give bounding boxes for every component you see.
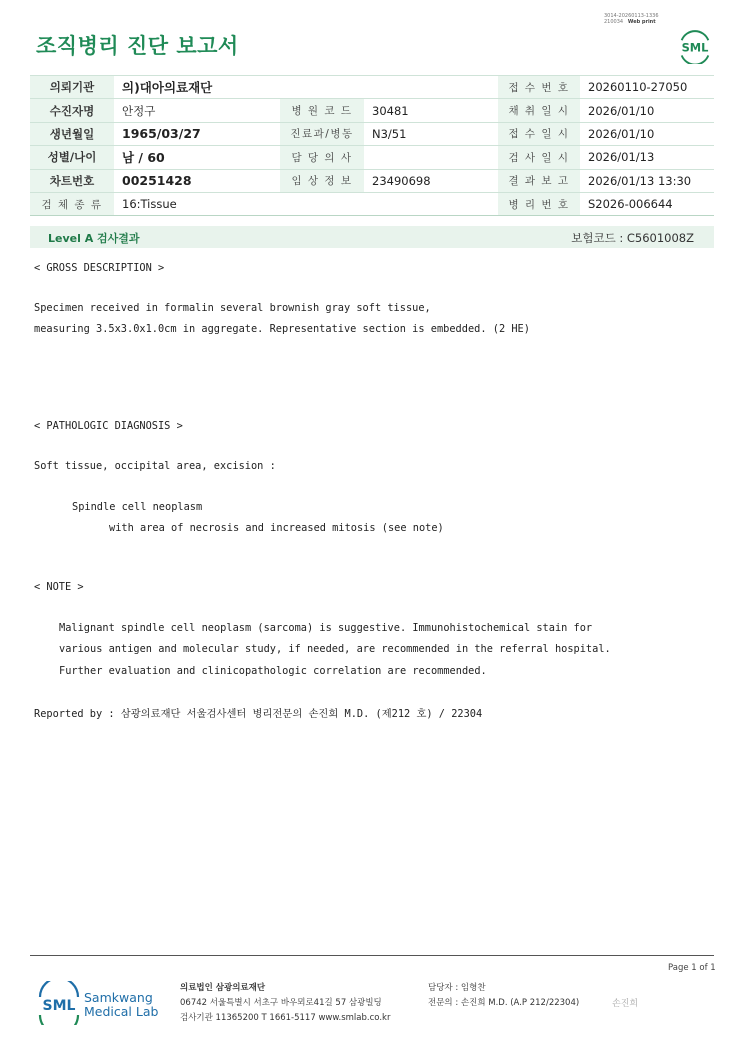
info-value: 00251428 — [114, 169, 280, 192]
insurance-code: 보험코드 : C5601008Z — [571, 231, 694, 245]
info-value: 30481 — [364, 99, 498, 122]
footer-divider — [30, 955, 714, 956]
info-label: 수진자명 — [30, 99, 114, 122]
note-heading: < NOTE > — [34, 581, 84, 593]
diagnosis-sub: with area of necrosis and increased mitosis (see note) — [109, 522, 444, 534]
info-value: 2026/01/10 — [580, 99, 714, 122]
info-row — [30, 192, 714, 215]
print-id: 3014-20260113-1336 — [604, 13, 659, 19]
info-label: 진료과/병동 — [280, 122, 364, 145]
info-row — [30, 122, 714, 145]
print-label: Web print — [627, 19, 656, 25]
info-value — [364, 146, 498, 169]
info-label: 검 체 종 류 — [30, 192, 114, 215]
info-value: 안정구 — [114, 99, 280, 122]
footer-logo-text: SML — [42, 998, 76, 1014]
info-value: 2026/01/13 — [580, 146, 714, 169]
report-title: 조직병리 진단 보고서 — [36, 34, 239, 58]
note-line-3: Further evaluation and clinicopathologic correlation are recommended. — [59, 665, 487, 677]
print-code: 210034 — [604, 19, 624, 25]
info-value: 20260110-27050 — [580, 76, 714, 99]
print-meta — [604, 13, 659, 25]
info-row — [30, 169, 714, 192]
footer-consultant: 전문의 : 손진희 M.D. (A.P 212/22304) — [428, 998, 580, 1008]
info-value: S2026-006644 — [580, 192, 714, 215]
diagnosis-heading: < PATHOLOGIC DIAGNOSIS > — [34, 420, 183, 432]
info-label: 접 수 번 호 — [498, 76, 580, 99]
reported-by: Reported by : 삼광의료재단 서울검사센터 병리전문의 손진희 M.D. (제212 호) / 22304 — [34, 708, 483, 720]
note-line-2: various antigen and molecular study, if needed, are recommended in the referral hospital. — [59, 643, 611, 655]
info-label: 결 과 보 고 — [498, 169, 580, 192]
info-row — [30, 146, 714, 169]
patient-info-table — [30, 75, 714, 216]
info-row — [30, 76, 714, 99]
info-label: 차트번호 — [30, 169, 114, 192]
note-line-1: Malignant spindle cell neoplasm (sarcoma) is suggestive. Immunohistochemical stain for — [59, 622, 593, 634]
footer-registration: 검사기관 11365200 T 1661-5117 www.smlab.co.kr — [180, 1013, 391, 1023]
info-label: 성별/나이 — [30, 146, 114, 169]
info-label: 생년월일 — [30, 122, 114, 145]
info-value: 의)대아의료재단 — [114, 76, 498, 99]
info-value: 16:Tissue — [114, 192, 498, 215]
info-value: 1965/03/27 — [114, 122, 280, 145]
brand-line-2: Medical Lab — [84, 1004, 159, 1019]
info-value: 남 / 60 — [114, 146, 280, 169]
gross-line-2: measuring 3.5x3.0x1.0cm in aggregate. Representative section is embedded. (2 HE) — [34, 323, 530, 335]
result-level: Level A 검사결과 — [48, 232, 140, 245]
info-label: 임 상 정 보 — [280, 169, 364, 192]
sml-logo-icon — [676, 26, 714, 64]
page-number: Page 1 of 1 — [668, 963, 716, 973]
info-label: 병 원 코 드 — [280, 99, 364, 122]
info-row — [30, 99, 714, 122]
footer-signature: 손진희 — [612, 999, 639, 1009]
gross-line-1: Specimen received in formalin several brownish gray soft tissue, — [34, 302, 431, 314]
info-value: 2026/01/10 — [580, 122, 714, 145]
footer-org: 의료법인 삼광의료재단 — [180, 983, 266, 993]
info-label: 병 리 번 호 — [498, 192, 580, 215]
info-label: 의뢰기관 — [30, 76, 114, 99]
sml-footer-logo-icon — [36, 981, 82, 1025]
diagnosis-site: Soft tissue, occipital area, excision : — [34, 460, 276, 472]
info-value: 2026/01/13 13:30 — [580, 169, 714, 192]
info-label: 검 사 일 시 — [498, 146, 580, 169]
diagnosis-main: Spindle cell neoplasm — [72, 501, 203, 513]
footer-address: 06742 서울특별시 서초구 바우뫼로41길 57 삼광빌딩 — [180, 998, 382, 1008]
footer-in-charge: 담당자 : 임형찬 — [428, 983, 486, 993]
brand-line-1: Samkwang — [84, 990, 153, 1005]
info-value: N3/51 — [364, 122, 498, 145]
info-value: 23490698 — [364, 169, 498, 192]
info-label: 채 취 일 시 — [498, 99, 580, 122]
logo-text: SML — [681, 40, 709, 55]
gross-heading: < GROSS DESCRIPTION > — [34, 262, 165, 274]
info-label: 접 수 일 시 — [498, 122, 580, 145]
info-label: 담 당 의 사 — [280, 146, 364, 169]
